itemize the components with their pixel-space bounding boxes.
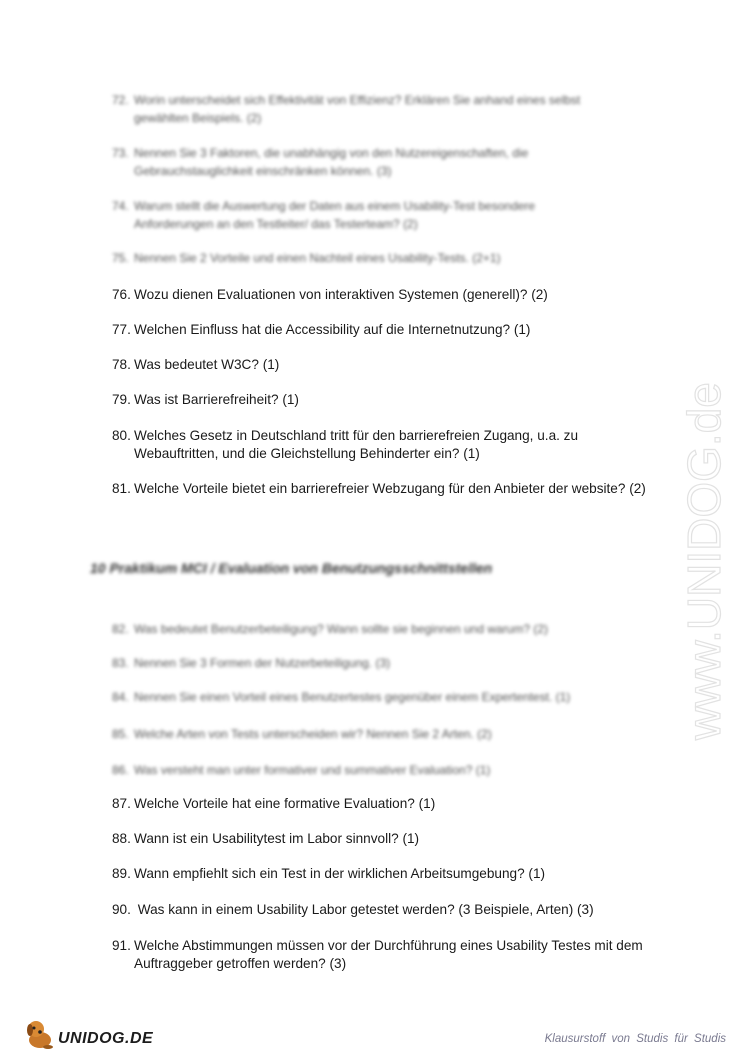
watermark-text: www.UNIDOG.de [678, 382, 730, 740]
unidog-logo [22, 1016, 58, 1057]
question-82: 82. Was bedeutet Benutzerbeteiligung? Wann sollte sie beginnen und warum? (2) [112, 622, 549, 636]
footer-tagline: Klausurstoff von Studis für Studis [544, 1033, 726, 1045]
question-77: 77. Welchen Einfluss hat die Accessibility auf die Internetnutzung? (1) [112, 322, 531, 337]
section-heading: 10 Praktikum MCI / Evaluation von Benutzungsschnittstellen [90, 560, 493, 576]
question-72: 72. Worin unterscheidet sich Effektivität von Effizienz? Erklären Sie anhand eines selbst gewählten Beispiels. (2) [112, 93, 581, 125]
question-78: 78. Was bedeutet W3C? (1) [112, 357, 280, 372]
question-89: 89. Wann empfiehlt sich ein Test in der wirklichen Arbeitsumgebung? (1) [112, 866, 546, 881]
question-91: 91. Welche Abstimmungen müssen vor der Durchführung eines Usability Testes mit dem Auftraggeber getroffen werden? (3) [112, 938, 643, 971]
question-84: 84. Nennen Sie einen Vorteil eines Benutzertestes gegenüber einem Expertentest. (1) [112, 690, 571, 704]
question-83: 83. Nennen Sie 3 Formen der Nutzerbeteiligung. (3) [112, 656, 391, 670]
question-74: 74. Warum stellt die Auswertung der Daten aus einem Usability-Test besondere Anforderungen an den Testleiter/ das Testerteam? (2) [112, 199, 536, 231]
question-87: 87. Welche Vorteile hat eine formative Evaluation? (1) [112, 796, 436, 811]
dog-icon [22, 1016, 58, 1052]
question-76: 76. Wozu dienen Evaluationen von interaktiven Systemen (generell)? (2) [112, 287, 548, 302]
question-73: 73. Nennen Sie 3 Faktoren, die unabhängig von den Nutzereigenschaften, die Gebrauchstauglichkeit einschränken können. (3) [112, 146, 529, 178]
question-75: 75. Nennen Sie 2 Vorteile und einen Nachteil eines Usability-Tests. (2+1) [112, 251, 501, 265]
question-79: 79. Was ist Barrierefreiheit? (1) [112, 392, 299, 407]
question-88: 88. Wann ist ein Usabilitytest im Labor sinnvoll? (1) [112, 831, 420, 846]
watermark [676, 280, 736, 750]
question-90: 90. Was kann in einem Usability Labor getestet werden? (3 Beispiele, Arten) (3) [112, 902, 594, 917]
question-81: 81. Welche Vorteile bietet ein barrierefreier Webzugang für den Anbieter der website? (2) [112, 481, 646, 496]
question-86: 86. Was versteht man unter formativer und summativer Evaluation? (1) [112, 763, 491, 777]
logo-text: UNIDOG.DE [58, 1030, 154, 1047]
question-85: 85. Welche Arten von Tests unterscheiden wir? Nennen Sie 2 Arten. (2) [112, 727, 492, 741]
question-80: 80. Welches Gesetz in Deutschland tritt für den barrierefreien Zugang, u.a. zu Webauftritten, und die Gleichstellung Behinderter ein? (1) [112, 428, 579, 461]
